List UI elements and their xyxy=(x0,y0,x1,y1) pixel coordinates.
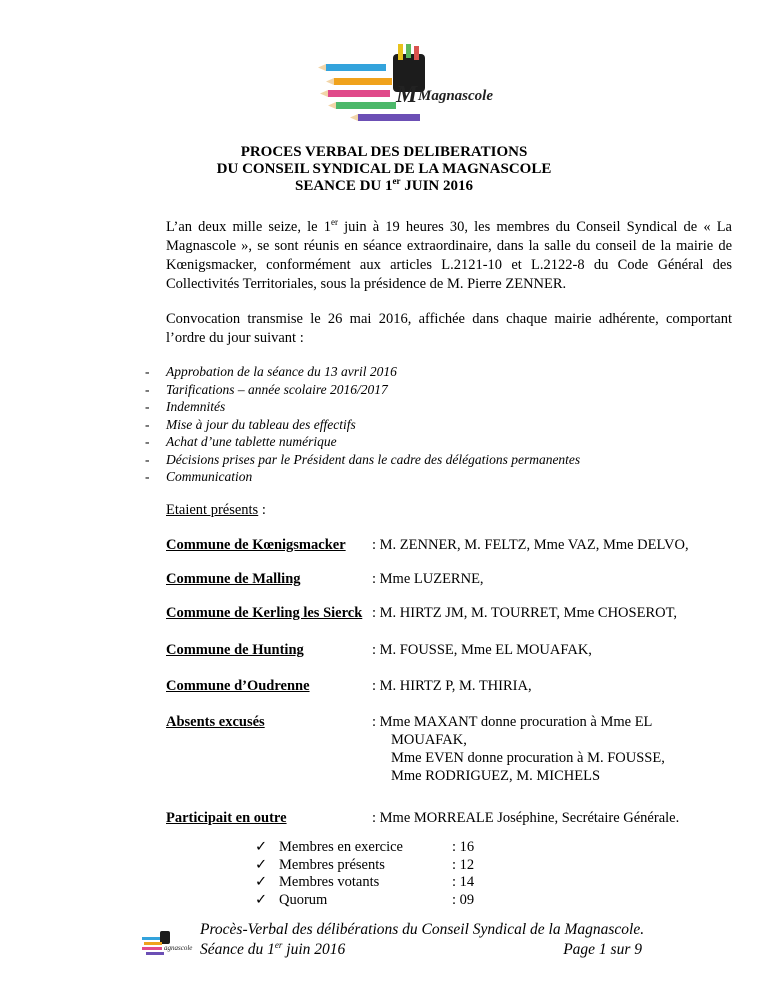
agenda-bullet: - xyxy=(145,364,150,379)
stat-label: Membres votants xyxy=(279,874,380,890)
commune-members: : M. HIRTZ P, M. THIRIA, xyxy=(372,678,532,694)
absents-line-2: MOUAFAK, xyxy=(391,732,467,748)
agenda-bullet: - xyxy=(145,399,150,414)
agenda-bullet: - xyxy=(145,469,150,484)
stat-label: Quorum xyxy=(279,891,328,908)
footer-line-1: Procès-Verbal des délibérations du Conseil Syndical de la Magnascole. xyxy=(200,921,645,938)
title-line-3: SEANCE DU 1er JUIN 2016 xyxy=(294,176,474,194)
intro-paragraph: L’an deux mille seize, le 1er juin à 19 heures 30, les membres du Conseil Syndical de « La Magnascole », se sont réunis en séance extraordinaire, dans la salle du conseil de la mairie de Kœnigsmacker, conformément aux articles L.2121-10 et L.2122-8 du Code Général des Collectivités Territoriales, sous la présidence de M. Pierre ZENNER. xyxy=(166,217,732,292)
absents-line-1: : Mme MAXANT donne procuration à Mme EL xyxy=(372,714,653,730)
logo-text: Magnascole xyxy=(418,88,493,104)
outre-value: : Mme MORREALE Joséphine, Secrétaire Générale. xyxy=(372,810,680,826)
commune-members: : M. HIRTZ JM, M. TOURRET, Mme CHOSEROT, xyxy=(372,605,677,621)
pencils-logo-icon xyxy=(318,44,498,130)
stat-label: Membres présents xyxy=(279,856,385,873)
footer-logo-icon xyxy=(138,929,198,959)
absents-line-3: Mme EVEN donne procuration à M. FOUSSE, xyxy=(391,750,665,766)
convocation-paragraph: Convocation transmise le 26 mai 2016, affichée dans chaque mairie adhérente, comportant l’ordre du jour suivant : xyxy=(166,311,732,346)
agenda-item: Indemnités xyxy=(166,399,226,414)
agenda-item: Décisions prises par le Président dans le cadre des délégations permanentes xyxy=(166,451,581,467)
checkmark-icon: ✓ xyxy=(255,856,268,873)
agenda-list xyxy=(145,363,725,488)
stat-value: : 16 xyxy=(452,839,475,855)
agenda-bullet: - xyxy=(145,381,150,397)
title-line-1: PROCES VERBAL DES DELIBERATIONS xyxy=(240,144,528,160)
present-heading: Etaient présents : xyxy=(166,502,266,518)
agenda-item: Mise à jour du tableau des effectifs xyxy=(166,416,356,432)
agenda-bullet: - xyxy=(145,451,150,467)
commune-name: Commune de Kerling les Sierck xyxy=(166,605,363,621)
absents-label: Absents excusés xyxy=(166,714,265,730)
agenda-item: Achat d’une tablette numérique xyxy=(166,434,337,449)
svg-text:agnascole: agnascole xyxy=(164,944,193,952)
footer-line-2: Séance du 1er juin 2016 xyxy=(200,939,346,958)
logo-m-letter: M xyxy=(396,82,418,108)
outre-label: Participait en outre xyxy=(166,810,287,826)
stat-value: : 14 xyxy=(452,874,475,890)
footer-page-number: Page 1 sur 9 xyxy=(563,941,642,958)
commune-name: Commune de Kœnigsmacker xyxy=(166,537,346,553)
commune-members: : M. ZENNER, M. FELTZ, Mme VAZ, Mme DELVO, xyxy=(372,537,689,553)
checkmark-icon: ✓ xyxy=(255,874,268,890)
commune-name: Commune de Hunting xyxy=(166,642,304,658)
title-line-2: DU CONSEIL SYNDICAL DE LA MAGNASCOLE xyxy=(216,161,552,177)
agenda-bullet: - xyxy=(145,434,150,449)
commune-members: : M. FOUSSE, Mme EL MOUAFAK, xyxy=(372,642,592,658)
agenda-item: Approbation de la séance du 13 avril 2016 xyxy=(166,364,397,379)
checkmark-icon: ✓ xyxy=(255,891,268,908)
stat-label: Membres en exercice xyxy=(279,839,403,855)
checkmark-icon: ✓ xyxy=(255,839,268,855)
commune-name: Commune d’Oudrenne xyxy=(166,678,310,694)
absents-line-4: Mme RODRIGUEZ, M. MICHELS xyxy=(391,768,601,784)
agenda-item: Communication xyxy=(166,469,253,484)
magnascole-logo xyxy=(318,44,498,130)
commune-name: Commune de Malling xyxy=(166,571,301,587)
stat-value: : 12 xyxy=(452,856,475,873)
stat-value: : 09 xyxy=(452,891,475,908)
agenda-item: Tarifications – année scolaire 2016/2017 xyxy=(166,381,388,397)
commune-members: : Mme LUZERNE, xyxy=(372,571,484,587)
agenda-bullet: - xyxy=(145,416,150,432)
